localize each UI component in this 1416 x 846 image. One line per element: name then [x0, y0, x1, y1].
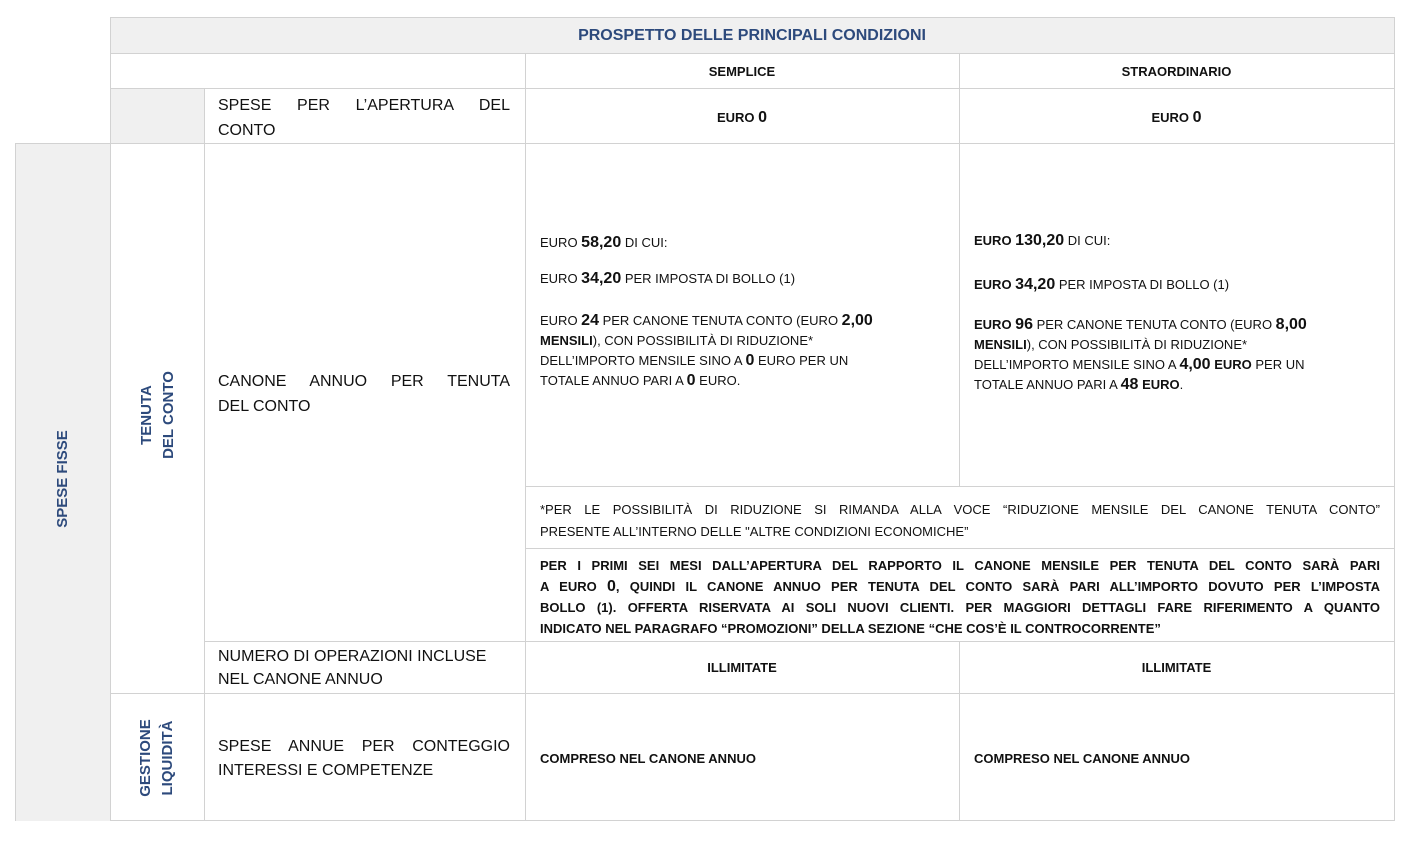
text: MENSILI: [540, 333, 593, 348]
table-title: PROSPETTO DELLE PRINCIPALI CONDIZIONI: [578, 27, 926, 44]
text: EURO: [974, 233, 1016, 248]
grid-line: [15, 143, 1395, 144]
amount: 0: [758, 109, 768, 126]
apertura-straordinario-value: [959, 106, 1394, 130]
promo-line: PER I PRIMI SEI MESI DALL’APERTURA DEL RAPPORTO IL CANONE MENSILE PER TENUTA DEL CONTO SARÀ PARI: [540, 558, 1380, 573]
apertura-left-cell-bg: [110, 88, 204, 143]
grid-line: [525, 548, 1395, 549]
text: EURO PER UN: [754, 353, 849, 368]
text: PER IMPOSTA DI BOLLO (1): [1055, 277, 1230, 292]
interessi-semplice-value: COMPRESO NEL CANONE ANNUO: [540, 751, 756, 766]
note-riduzione: [540, 499, 1380, 543]
row-label-apertura: [218, 93, 510, 143]
text: EURO: [1138, 377, 1180, 392]
subcategory-line: GESTIONE: [137, 719, 154, 797]
grid-line: [15, 143, 16, 821]
amount: 2,00: [841, 312, 873, 329]
text: ), CON POSSIBILITÀ DI RIDUZIONE*: [592, 333, 814, 348]
row-label-line: DEL CONTO: [218, 398, 311, 415]
amount: 58,20: [581, 234, 622, 251]
row-label-line: CANONE ANNUO PER TENUTA: [218, 373, 510, 390]
value-line: [540, 269, 945, 311]
text: MENSILI: [974, 337, 1027, 352]
value-line: [540, 233, 945, 269]
value-line: [974, 335, 1384, 355]
amount: 8,00: [1275, 316, 1307, 333]
row-label-canone: [218, 369, 510, 419]
subcategory-tenuta-del-conto: [136, 340, 180, 490]
text: EURO.: [695, 373, 741, 388]
amount: 48: [1120, 376, 1139, 393]
text: EURO: [540, 235, 582, 250]
row-label-line: SPESE ANNUE PER CONTEGGIO: [218, 738, 510, 755]
subcategory-line: DEL CONTO: [160, 371, 177, 459]
value-line: [974, 231, 1384, 275]
column-header-straordinario: STRAORDINARIO: [1121, 64, 1232, 79]
text: EURO: [540, 271, 582, 286]
text: TOTALE ANNUO PARI A: [974, 377, 1121, 392]
text: DELL’IMPORTO MENSILE SINO A: [974, 357, 1180, 372]
value-line: [974, 375, 1384, 395]
amount: 24: [581, 312, 599, 329]
promo-line: BOLLO (1). OFFERTA RISERVATA AI SOLI NUOVI CLIENTI. PER MAGGIORI DETTAGLI FARE RIFERIMENTO A QUANTO: [540, 600, 1380, 615]
amount: 34,20: [581, 270, 622, 287]
value-line: [540, 311, 945, 331]
row-label-line: SPESE PER L’APERTURA DEL: [218, 97, 510, 114]
row-label-operazioni: [218, 645, 518, 691]
subcategory-gestione-liquidita: [135, 693, 179, 823]
amount: 0: [606, 578, 616, 595]
subcategory-line: TENUTA: [138, 385, 155, 445]
text: TOTALE ANNUO PARI A: [540, 373, 687, 388]
text: DELL’IMPORTO MENSILE SINO A: [540, 353, 746, 368]
text: EURO: [974, 277, 1016, 292]
promo-line: [540, 576, 1380, 597]
canone-semplice-value: [540, 233, 945, 391]
row-label-line: CONTO: [218, 122, 276, 139]
amount: 0: [1192, 109, 1202, 126]
amount: 34,20: [1015, 276, 1056, 293]
text: DI CUI:: [1064, 233, 1111, 248]
subcategory-line: LIQUIDITÀ: [159, 720, 176, 796]
row-label-line: NUMERO DI OPERAZIONI INCLUSE: [218, 648, 487, 665]
text: ), CON POSSIBILITÀ DI RIDUZIONE*: [1026, 337, 1248, 352]
interessi-straordinario-value: COMPRESO NEL CANONE ANNUO: [974, 751, 1190, 766]
text: PER UN: [1251, 357, 1305, 372]
text: .: [1179, 377, 1184, 392]
value-line: [540, 371, 945, 391]
note-promozione: [540, 555, 1380, 639]
category-spese-fisse: SPESE FISSE: [54, 430, 71, 528]
text: PER CANONE TENUTA CONTO (EURO: [598, 313, 842, 328]
text: EURO: [1210, 357, 1252, 372]
value-line: [540, 331, 945, 351]
grid-line: [204, 88, 205, 821]
value-line: [974, 315, 1384, 335]
note-line: *PER LE POSSIBILITÀ DI RIDUZIONE SI RIMANDA ALLA VOCE “RIDUZIONE MENSILE DEL CANONE TENUTA CONTO”: [540, 502, 1380, 517]
text: DI CUI:: [621, 235, 668, 250]
amount: 96: [1015, 316, 1033, 333]
promo-line: INDICATO NEL PARAGRAFO “PROMOZIONI” DELLA SEZIONE “CHE COS’È IL CONTROCORRENTE”: [540, 621, 1161, 636]
grid-line: [110, 88, 1395, 89]
row-label-line: INTERESSI E COMPETENZE: [218, 762, 434, 779]
text: PER CANONE TENUTA CONTO (EURO: [1032, 317, 1276, 332]
grid-line: [1394, 17, 1395, 821]
text: EURO: [540, 313, 582, 328]
text: PER IMPOSTA DI BOLLO (1): [621, 271, 796, 286]
amount: 0: [745, 352, 755, 369]
text: A EURO: [540, 579, 607, 594]
operazioni-semplice-value: ILLIMITATE: [707, 660, 777, 675]
value-line: [974, 275, 1384, 315]
grid-line: [110, 17, 111, 821]
row-label-interessi: [218, 735, 510, 783]
grid-line: [525, 486, 1395, 487]
grid-line: [110, 820, 1395, 821]
row-label-line: NEL CANONE ANNUO: [218, 671, 383, 688]
grid-line: [110, 693, 1395, 694]
operazioni-straordinario-value: ILLIMITATE: [1141, 660, 1212, 675]
text: EURO: [974, 317, 1016, 332]
grid-line: [525, 53, 526, 821]
note-line: PRESENTE ALL’INTERNO DELLE "ALTRE CONDIZIONI ECONOMICHE”: [540, 524, 969, 539]
apertura-semplice-value: [525, 106, 959, 130]
column-header-semplice: SEMPLICE: [708, 64, 776, 79]
amount: 4,00: [1179, 356, 1211, 373]
currency-prefix: EURO: [716, 110, 759, 125]
amount: 0: [686, 372, 696, 389]
amount: 130,20: [1015, 232, 1065, 249]
canone-straordinario-value: [974, 231, 1384, 395]
value-line: [974, 355, 1384, 375]
value-line: [540, 351, 945, 371]
text: , QUINDI IL CANONE ANNUO PER TENUTA DEL CONTO SARÀ PARI ALL’IMPORTO DOVUTO PER L’IMPOSTA: [615, 579, 1380, 594]
currency-prefix: EURO: [1151, 110, 1193, 125]
